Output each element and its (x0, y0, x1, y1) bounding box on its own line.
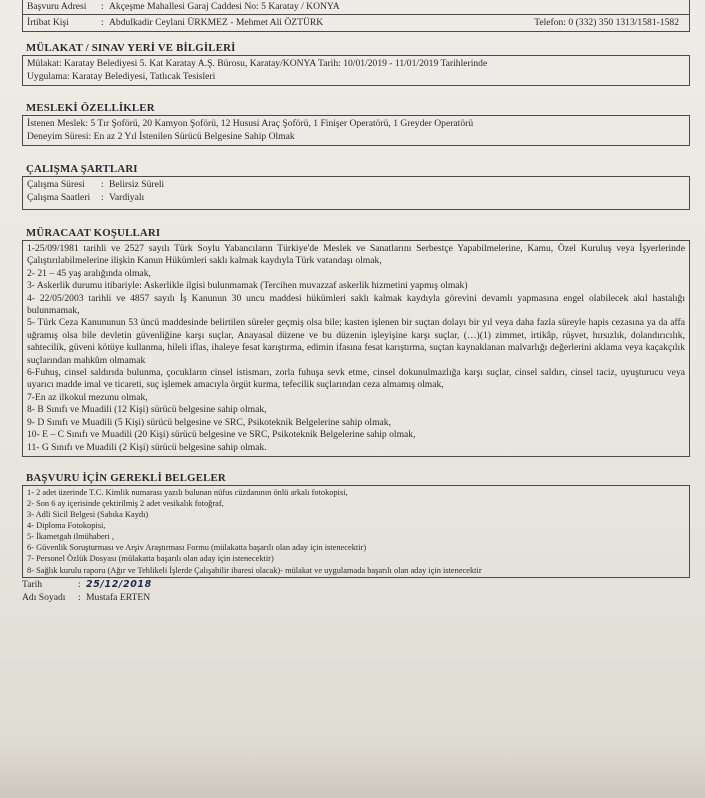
contact-row: İrtibat Kişi : Abdulkadir Ceylani ÜRKMEZ - Mehmet Ali ÖZTÜRK Telefon: 0 (332) 350 1313/1581-1582 (23, 14, 689, 30)
condition-item: 11- G Sınıfı ve Muadili (2 Kişi) sürücü belgesine sahip olmak. (27, 441, 267, 453)
work-hours-row: Çalışma Saatleri : Vardiyalı (27, 191, 145, 203)
contact-box (22, 0, 690, 32)
condition-item: 4- 22/05/2003 tarihli ve 4857 sayılı İş Kanunun 30 uncu maddesi hükümleri saklı kalmak kaydıyla görevini devamlı yapmasına engel olabilecek akıl hastalığı bulunmamak, (27, 292, 685, 317)
date-label: Tarih (22, 578, 43, 590)
signature-area (22, 578, 690, 605)
interview-box (22, 55, 690, 86)
application-conditions-title: MÜRACAAT KOŞULLARI (26, 227, 161, 239)
address-label: Başvuru Adresi (27, 1, 87, 12)
document-item: 3- Adli Sicil Belgesi (Sabıka Kaydı) (27, 510, 149, 520)
document-item: 1- 2 adet üzerinde T.C. Kimlik numarası yazılı bulunan nüfus cüzdanının önlü arkalı fotokopisi, (27, 487, 348, 497)
condition-item: 10- E – C Sınıfı ve Muadili (20 Kişi) sürücü belgesine ve SRC, Psikoteknik Belgelerine sahip olmak, (27, 429, 416, 441)
document-item: 7- Personel Özlük Dosyası (mülakatta başarılı olan aday için istenecektir) (27, 554, 274, 564)
phone-number: Telefon: 0 (332) 350 1313/1581-1582 (534, 16, 679, 28)
name-label: Adı Soyadı (22, 591, 66, 603)
condition-item: 7-En az ilkokul mezunu olmak, (27, 391, 148, 403)
address-row: Başvuru Adresi : Akçeşme Mahallesi Garaj Caddesi No: 5 Karatay / KONYA (27, 1, 340, 12)
condition-item: 8- B Sınıfı ve Muadili (12 Kişi) sürücü belgesine sahip olmak, (27, 404, 267, 416)
practice-line: Uygulama: Karatay Belediyesi, Tatlıcak Tesisleri (27, 70, 216, 82)
date-row: Tarih : 25/12/2018 (22, 578, 152, 590)
work-conditions-box (22, 176, 690, 210)
application-conditions-box (22, 240, 690, 457)
condition-item: 3- Askerlik durumu itibariyle: Askerlikle ilgisi bulunmamak (Tercihen muvazzaf askerlik hizmetini yapmış olmak) (27, 280, 468, 292)
required-documents-box (22, 485, 690, 578)
work-conditions-title: ÇALIŞMA ŞARTLARI (26, 163, 138, 175)
condition-item: 1-25/09/1981 tarihli ve 2527 sayılı Türk Soylu Yabancıların Türkiye'de Meslek ve Sanatlarını Serbestçe Yapabilmelerine, Kamu, Özel Kuruluş veya İşyerlerinde Çalıştırılabilmelerine ilişkin Kanun Hükümleri saklı kalmak kaydıyla Türk vatandaşı olmak, (27, 243, 685, 267)
date-value: 25/12/2018 (86, 578, 152, 590)
interview-section-title: MÜLAKAT / SINAV YERİ VE BİLGİLERİ (26, 42, 236, 54)
work-hours-value: Vardiyalı (109, 191, 145, 203)
contact-value: Abdulkadir Ceylani ÜRKMEZ - Mehmet Ali ÖZTÜRK (109, 16, 324, 28)
profession-box (22, 115, 690, 146)
name-value: Mustafa ERTEN (86, 591, 151, 603)
work-duration-label: Çalışma Süresi (27, 179, 85, 190)
required-documents-title: BAŞVURU İÇİN GEREKLİ BELGELER (26, 471, 226, 484)
work-duration-value: Belirsiz Süreli (109, 179, 165, 190)
experience-line: Deneyim Süresi: En az 2 Yıl İstenilen Sürücü Belgesine Sahip Olmak (27, 130, 295, 142)
document-item: 6- Güvenlik Soruşturması ve Arşiv Araştırması Formu (mülakatta başarılı olan aday için istenecektir) (27, 543, 367, 553)
job-posting-sheet (22, 0, 690, 605)
document-item: 2- Son 6 ay içerisinde çektirilmiş 2 adet vesikalık fotoğraf, (27, 499, 224, 508)
work-hours-label: Çalışma Saatleri (27, 191, 91, 203)
address-value: Akçeşme Mahallesi Garaj Caddesi No: 5 Karatay / KONYA (109, 1, 340, 12)
condition-item: 2- 21 – 45 yaş aralığında olmak, (27, 267, 151, 279)
interview-line: Mülakat: Karatay Belediyesi 5. Kat Karatay A.Ş. Bürosu, Karatay/KONYA Tarih: 10/01/2019 - 11/01/2019 Tarihlerinde (27, 58, 488, 69)
document-item: 8- Sağlık kurulu raporu (Ağır ve Tehlikeli İşlerde Çalışabilir ibaresi olacak)- mülakat ve uygulamada başarılı olan aday için istenecektir (27, 565, 482, 575)
condition-item: 9- D Sınıfı ve Muadili (5 Kişi) sürücü belgesine ve SRC, Psikoteknik Belgelerine sahip olmak, (27, 416, 391, 428)
profession-section-title: MESLEKİ ÖZELLİKLER (26, 102, 155, 114)
condition-item: 6-Fuhuş, cinsel saldırıda bulunma, çocukların cinsel istismarı, zorla fuhuşa sevk etme, cinsel dokunulmazlığa karşı suçlar, cinsel saldırı, cinsel taciz, uyuşturucu veya uyarıcı madde imal ve ticareti, suç işlemek amacıyla örgüt kurma, tefecilik suçlarından ceza almamış olmak, (27, 367, 685, 391)
work-duration-row: Çalışma Süresi : Belirsiz Süreli (27, 179, 165, 190)
profession-line: İstenen Meslek: 5 Tır Şoförü, 20 Kamyon Şoförü, 12 Hususi Araç Şoförü, 1 Finişer Operatörü, 1 Greyder Operatörü (27, 118, 474, 129)
contact-label: İrtibat Kişi (27, 16, 69, 28)
name-row: Adı Soyadı : Mustafa ERTEN (22, 591, 151, 603)
condition-item: 5- Türk Ceza Kanununun 53 üncü maddesinde belirtilen süreler geçmiş olsa bile; kasten işlenen bir suçtan dolayı bir yıl veya daha fazla süreyle hapis cezasına ya da affa uğramış olsa bile devletin güvenliğine karşı suçlar, Anayasal düzene ve bu düzenin işleyişine karşı suçlar, (…)(1) zimmet, irtikâp, rüşvet, hırsızlık, dolandırıcılık, sahtecilik, güveni kötüye kullanma, hileli iflas, ihaleye fesat karıştırma, edimin ifasına fesat karıştırma, suçtan kaynaklanan malvarlığı değerlerini aklama veya kaçakçılık suçlarından mahkûm olmamak (27, 317, 685, 366)
document-item: 5- İkametgah ilmühaberi , (27, 532, 114, 542)
document-item: 4- Diploma Fotokopisi, (27, 521, 106, 531)
photo-shadow (0, 738, 705, 798)
